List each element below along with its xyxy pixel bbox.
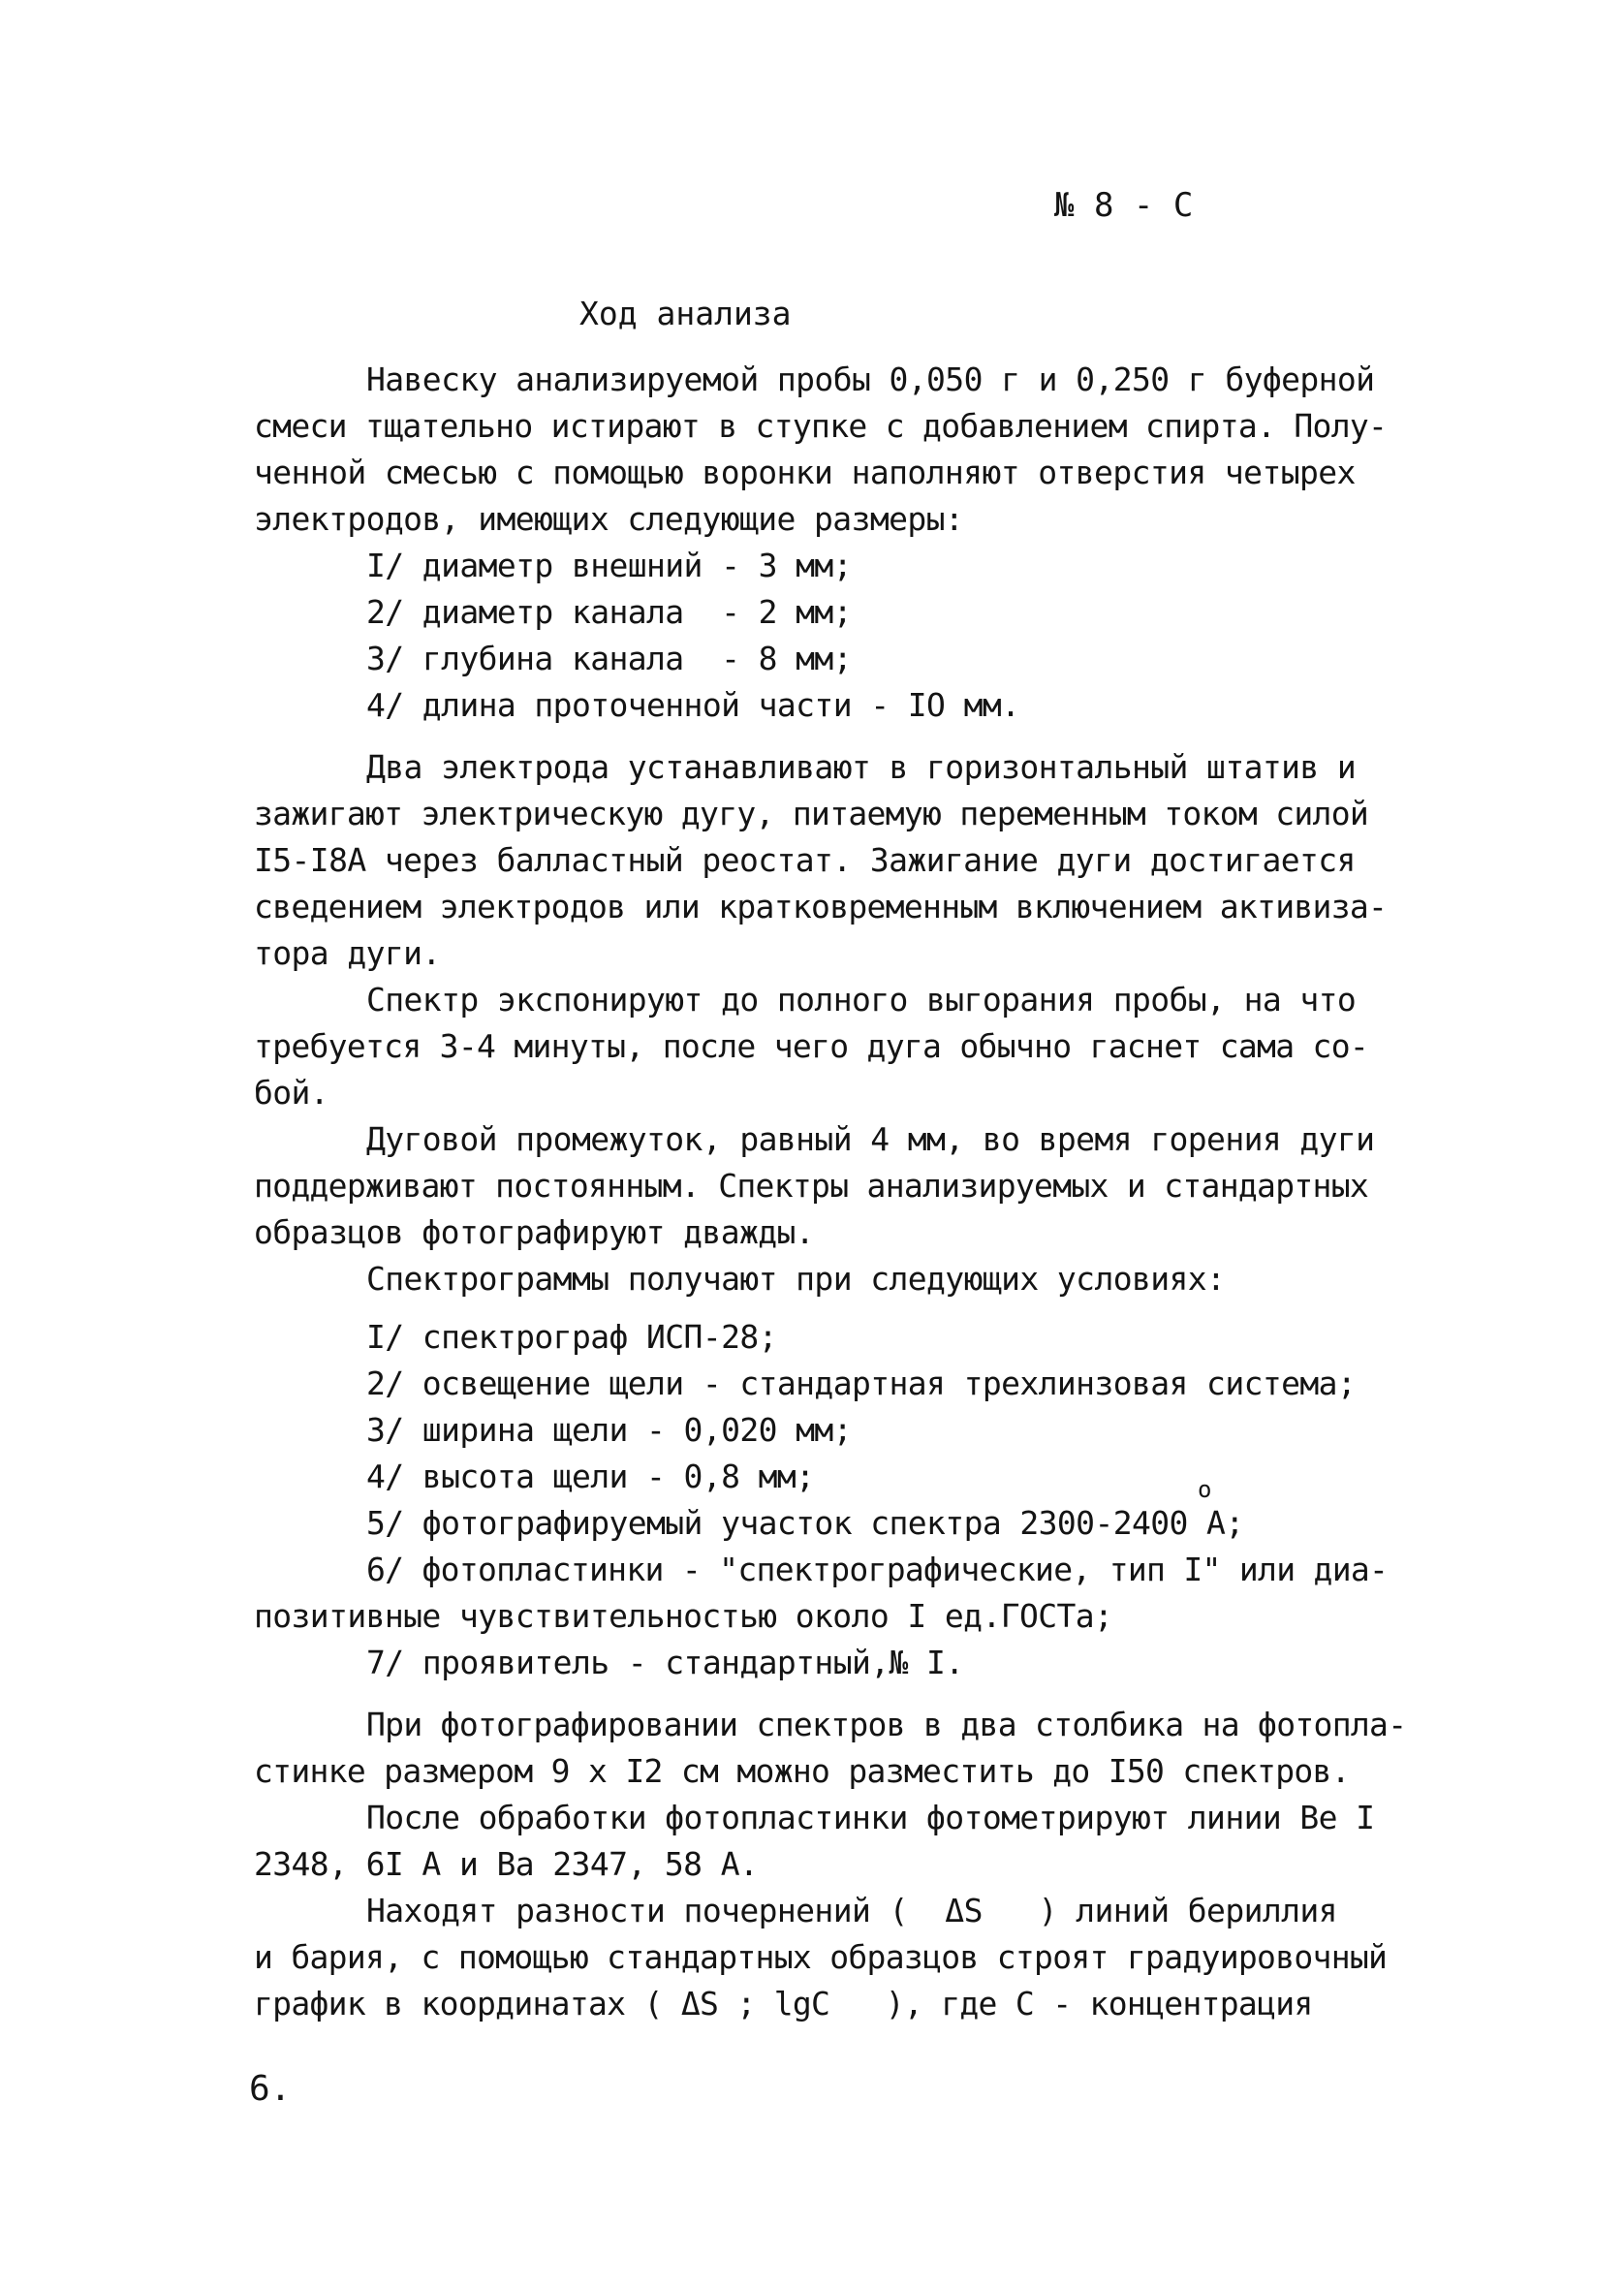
text-line: смеси тщательно истирают в ступке с добавлением спирта. Полу- bbox=[254, 407, 1388, 445]
angstrom-ring-mark: о bbox=[1198, 1476, 1212, 1503]
text-line: зажигают электрическую дугу, питаемую переменным током силой bbox=[254, 795, 1369, 832]
text-line: Находят разности почернений ( ΔS ) линий бериллия bbox=[366, 1892, 1337, 1929]
text-line: I5-I8А через балластный реостат. Зажигание дуги достигается bbox=[254, 841, 1356, 879]
list-item: 4/ высота щели - 0,8 мм; bbox=[366, 1458, 815, 1495]
text-line: Спектр экспонируют до полного выгорания пробы, на что bbox=[366, 981, 1357, 1019]
list-item: 7/ проявитель - стандартный,№ I. bbox=[366, 1644, 964, 1681]
text-line: поддерживают постоянным. Спектры анализируемых и стандартных bbox=[254, 1167, 1369, 1205]
text-line: бой. bbox=[254, 1074, 329, 1112]
text-line: Дуговой промежуток, равный 4 мм, во время горения дуги bbox=[366, 1120, 1375, 1158]
text-line: образцов фотографируют дважды. bbox=[254, 1213, 815, 1251]
text-line: требуется 3-4 минуты, после чего дуга обычно гаснет сама со- bbox=[254, 1027, 1369, 1065]
text-line: При фотографировании спектров в два столбика на фотопла- bbox=[366, 1706, 1407, 1743]
text-line: Два электрода устанавливают в горизонтальный штатив и bbox=[366, 748, 1357, 786]
list-item: 6/ фотопластинки - "спектрографические, тип I" или диа- bbox=[366, 1551, 1389, 1588]
list-item: I/ спектрограф ИСП-28; bbox=[366, 1318, 777, 1356]
text-line: сведением электродов или кратковременным включением активиза- bbox=[254, 888, 1388, 925]
text-line: и бария, с помощью стандартных образцов строят градуировочный bbox=[254, 1938, 1388, 1976]
document-number: № 8 - С bbox=[1054, 186, 1194, 225]
page-number: 6. bbox=[249, 2069, 292, 2109]
text-line: электродов, имеющих следующие размеры: bbox=[254, 500, 964, 538]
text-line: 2348, 6I А и Ва 2347, 58 А. bbox=[254, 1845, 759, 1883]
list-item: 3/ ширина щели - 0,020 мм; bbox=[366, 1411, 852, 1449]
list-item bbox=[366, 1502, 1244, 1545]
text-line: стинке размером 9 х I2 см можно разместить до I50 спектров. bbox=[254, 1752, 1350, 1790]
list-item: I/ диаметр внешний - 3 мм; bbox=[366, 547, 852, 584]
text-line: график в координатах ( ΔS ; lgC ), где С - концентрация bbox=[254, 1985, 1313, 2022]
text-line: После обработки фотопластинки фотометрируют линии Ве I bbox=[366, 1799, 1375, 1836]
text-line: Спектрограммы получают при следующих условиях: bbox=[366, 1260, 1226, 1298]
list-item: 2/ освещение щели - стандартная трехлинзовая система; bbox=[366, 1364, 1357, 1402]
text-line: Навеску анализируемой пробы 0,050 г и 0,250 г буферной bbox=[366, 361, 1375, 398]
list-item: 3/ глубина канала - 8 мм; bbox=[366, 640, 852, 677]
section-title: Ход анализа bbox=[579, 295, 792, 332]
text-line: тора дуги. bbox=[254, 934, 441, 972]
list-item-text: 5/ фотографируемый участок спектра 2300-2400 А; bbox=[366, 1504, 1244, 1542]
list-item: 4/ длина проточенной части - IO мм. bbox=[366, 686, 1020, 724]
text-line: ченной смесью с помощью воронки наполняют отверстия четырех bbox=[254, 454, 1356, 491]
list-item-continuation: позитивные чувствительностью около I ед.ГОСТа; bbox=[254, 1597, 1113, 1635]
list-item: 2/ диаметр канала - 2 мм; bbox=[366, 593, 852, 631]
